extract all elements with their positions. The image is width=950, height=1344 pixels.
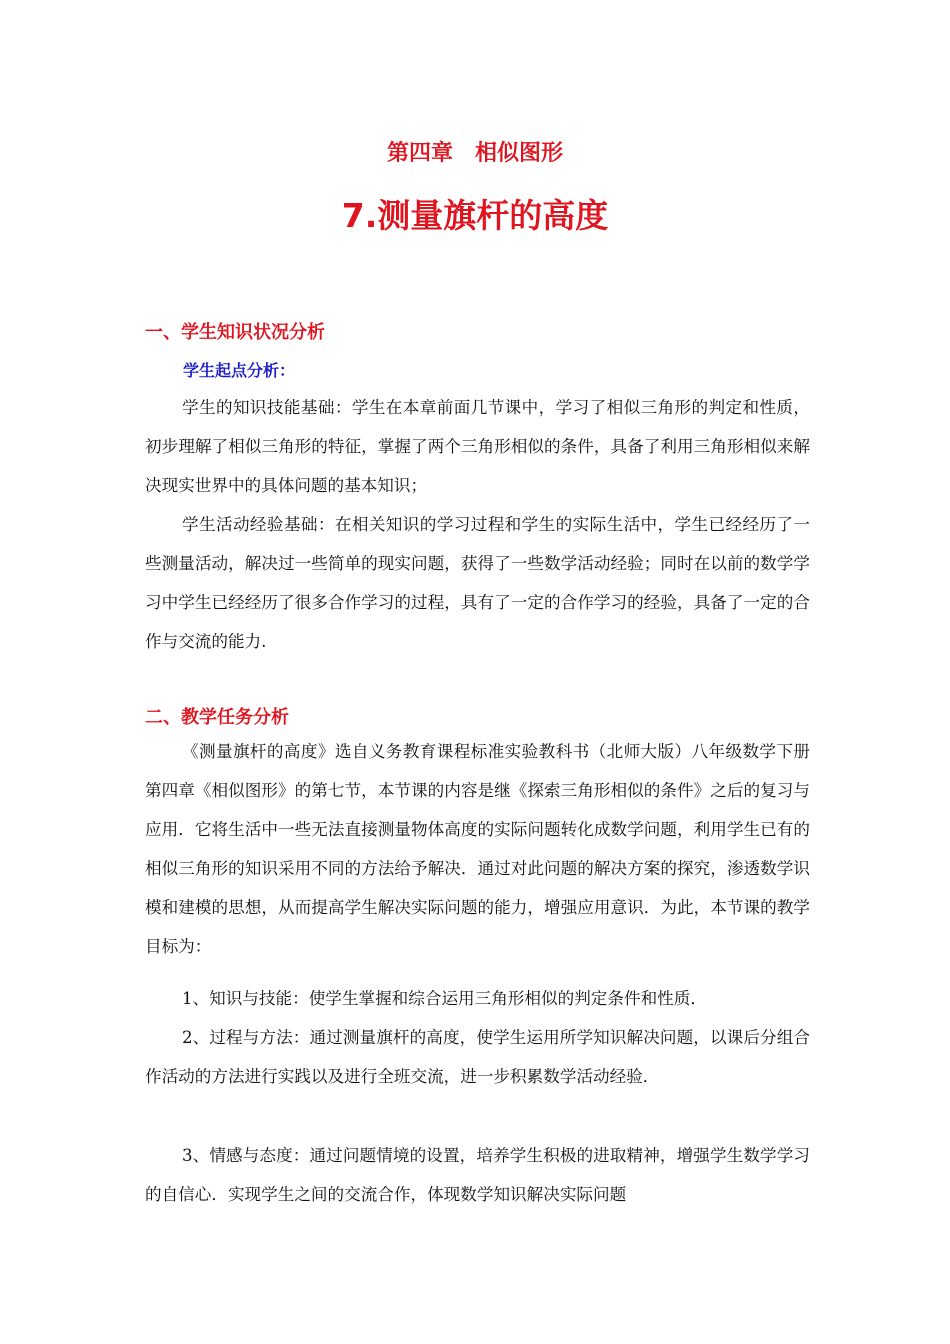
paragraph-task-overview: 《测量旗杆的高度》选自义务教育课程标准实验教科书（北师大版）八年级数学下册第四章《相似图形》的第七节，本节课的内容是继《探索三角形相似的条件》之后的复习与应用．它将生活中一些无法直接测量物体高度的实际问题转化成数学问题，利用学生已有的相似三角形的知识采用不同的方法给予解决．通过对此问题的解决方案的探究，渗透数学识模和建模的思想，从而提高学生解决实际问题的能力，增强应用意识．为此，本节课的教学目标为： [145,742,810,956]
section-heading-student-analysis: 一、学生知识状况分析 [145,322,325,343]
paragraph-goal-attitude: 3、情感与态度：通过问题情境的设置，培养学生积极的进取精神，增强学生数学学习的自信心．实现学生之间的交流合作，体现数学知识解决实际问题 [145,1146,810,1204]
section-heading-task-analysis: 二、教学任务分析 [145,707,289,728]
lesson-title: 7.测量旗杆的高度 [341,196,609,235]
paragraph-goal-knowledge: 1、知识与技能：使学生掌握和综合运用三角形相似的判定条件和性质． [182,989,707,1008]
paragraph-knowledge-basis: 学生的知识技能基础：学生在本章前面几节课中，学习了相似三角形的判定和性质，初步理解了相似三角形的特征，掌握了两个三角形相似的条件，具备了利用三角形相似来解决现实世界中的具体问题的基本知识； [145,398,810,495]
paragraph-goal-process: 2、过程与方法：通过测量旗杆的高度，使学生运用所学知识解决问题，以课后分组合作活动的方法进行实践以及进行全班交流，进一步积累数学活动经验． [145,1028,810,1086]
sub-heading-starting-point: 学生起点分析： [183,361,296,380]
paragraph-activity-experience: 学生活动经验基础：在相关知识的学习过程和学生的实际生活中，学生已经经历了一些测量活动，解决过一些简单的现实问题，获得了一些数学活动经验；同时在以前的数学学习中学生已经经历了很多合作学习的过程，具有了一定的合作学习的经验，具备了一定的合作与交流的能力. [145,515,810,651]
chapter-title: 第四章 相似图形 [386,141,563,166]
